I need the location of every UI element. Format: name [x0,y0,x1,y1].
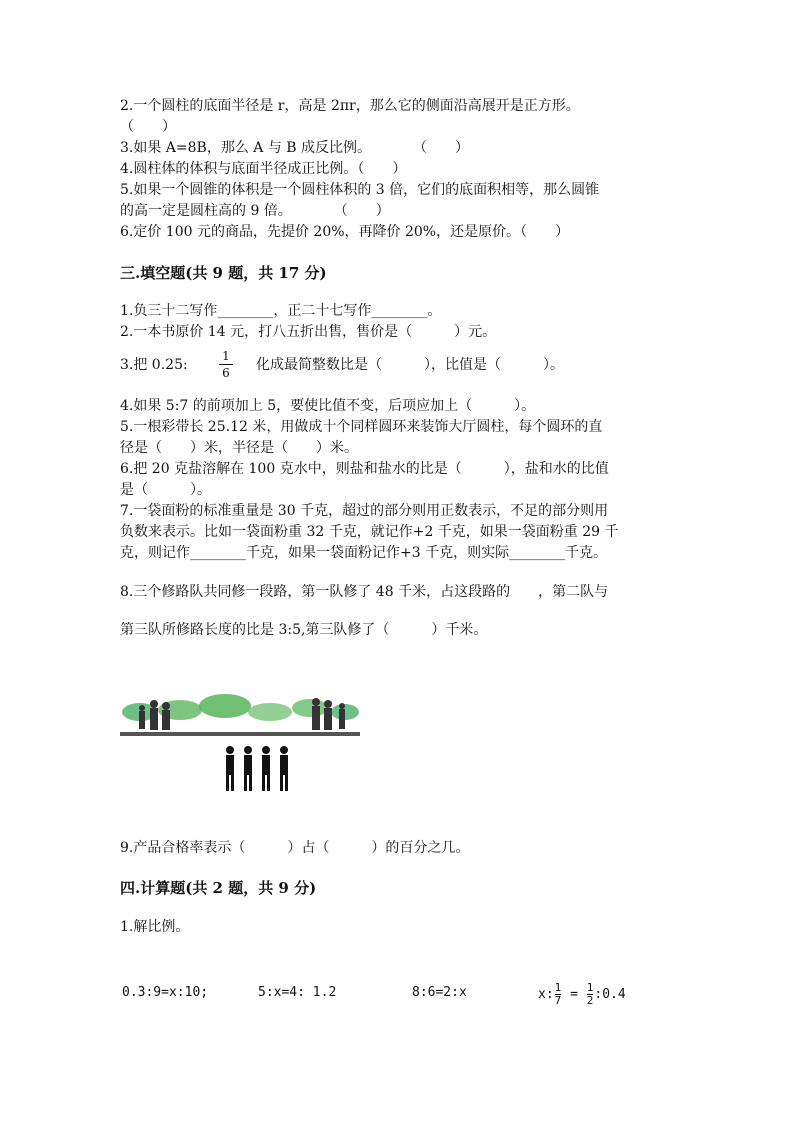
proportion-eq-1: 0.3:9=x:10; [122,985,209,1000]
fill-q3-prefix: 3.把 0.25: [120,357,188,373]
fill-q5-line2: 径是（ ）米，半径是（ ）米。 [120,440,358,456]
proportion-eq-2: 5:x=4: 1.2 [258,985,337,1000]
fill-q6-line1: 6.把 20 克盐溶解在 100 克水中，则盐和盐水的比是（ ），盐和水的比值 [120,461,609,477]
road [120,732,360,736]
proportion-eq-4 [538,983,626,1006]
worker-group-right [312,698,345,730]
judge-q5-line1: 5.如果一个圆锥的体积是一个圆柱体积的 3 倍，它们的底面积相等，那么圆锥 [120,182,600,198]
judge-q6: 6.定价 100 元的商品，先提价 20%，再降价 20%，还是原价。（ ） [120,224,570,240]
fraction-numerator: 1 [554,981,562,994]
fill-q1: 1.负三十二写作________，正二十七写作________。 [120,303,442,319]
judge-q2-line1: 2.一个圆柱的底面半径是 r，高是 2πr，那么它的侧面沿高展开是正方形。 [120,98,580,114]
silhouette-people [226,746,288,791]
fill-q7-line3: 克，则记作________千克，如果一袋面粉记作+3 千克，则实际________千克。 [120,545,608,561]
judge-q5-line2: 的高一定是圆柱高的 9 倍。 （ ） [120,203,390,219]
fraction-bar [219,364,233,365]
road-workers-illustration [120,688,360,798]
fill-q9: 9.产品合格率表示（ ）占（ ）的百分之几。 [120,840,470,856]
fill-q2: 2.一本书原价 14 元，打八五折出售，售价是（ ）元。 [120,324,497,340]
fraction-numerator: 1 [586,981,594,994]
fraction-denominator: 7 [554,994,562,1007]
fill-q8-line1: 8.三个修路队共同修一段路，第一队修了 48 千米，占这段路的 ，第二队与 [120,584,609,600]
fill-q7-line2: 负数来表示。比如一袋面粉重 32 千克，就记作+2 千克，如果一袋面粉重 29 千 [120,524,619,540]
eq4-fraction-1 [555,983,562,1006]
eq4-fraction-2 [587,983,594,1006]
section-4-heading: 四.计算题(共 2 题，共 9 分) [120,879,317,897]
proportion-eq-3: 8:6=2:x [412,985,467,1000]
eq4-part-b: :0.4 [594,987,626,1002]
eq4-part-a: x: [538,987,554,1002]
fraction-numerator: 1 [222,349,230,363]
section-3-heading: 三.填空题(共 9 题，共 17 分) [120,264,327,282]
judge-q3: 3.如果 A=8B，那么 A 与 B 成反比例。 （ ） [120,140,470,156]
fill-q7-line1: 7.一袋面粉的标准重量是 30 千克，超过的部分则用正数表示，不足的部分则用 [120,503,609,519]
fill-q3-suffix: 化成最简整数比是（ ），比值是（ ）。 [256,357,564,373]
fraction-denominator: 2 [586,994,594,1007]
fill-q3-fraction [219,349,233,380]
judge-q2-answer-paren[interactable]: （ ） [120,119,176,135]
fill-q4: 4.如果 5:7 的前项加上 5，要使比值不变，后项应加上（ ）。 [120,398,536,414]
fill-q6-line2: 是（ ）。 [120,482,211,498]
calc-q1: 1.解比例。 [120,919,190,935]
fill-q5-line1: 5.一根彩带长 25.12 米，用做成十个同样圆环来装饰大厅圆柱，每个圆环的直 [120,419,603,435]
fraction-denominator: 6 [222,366,230,380]
eq4-equals: = [562,987,586,1002]
fill-q8-line2: 第三队所修路长度的比是 3:5,第三队修了（ ）千米。 [120,622,488,638]
judge-q4: 4.圆柱体的体积与底面半径成正比例。（ ） [120,161,407,177]
